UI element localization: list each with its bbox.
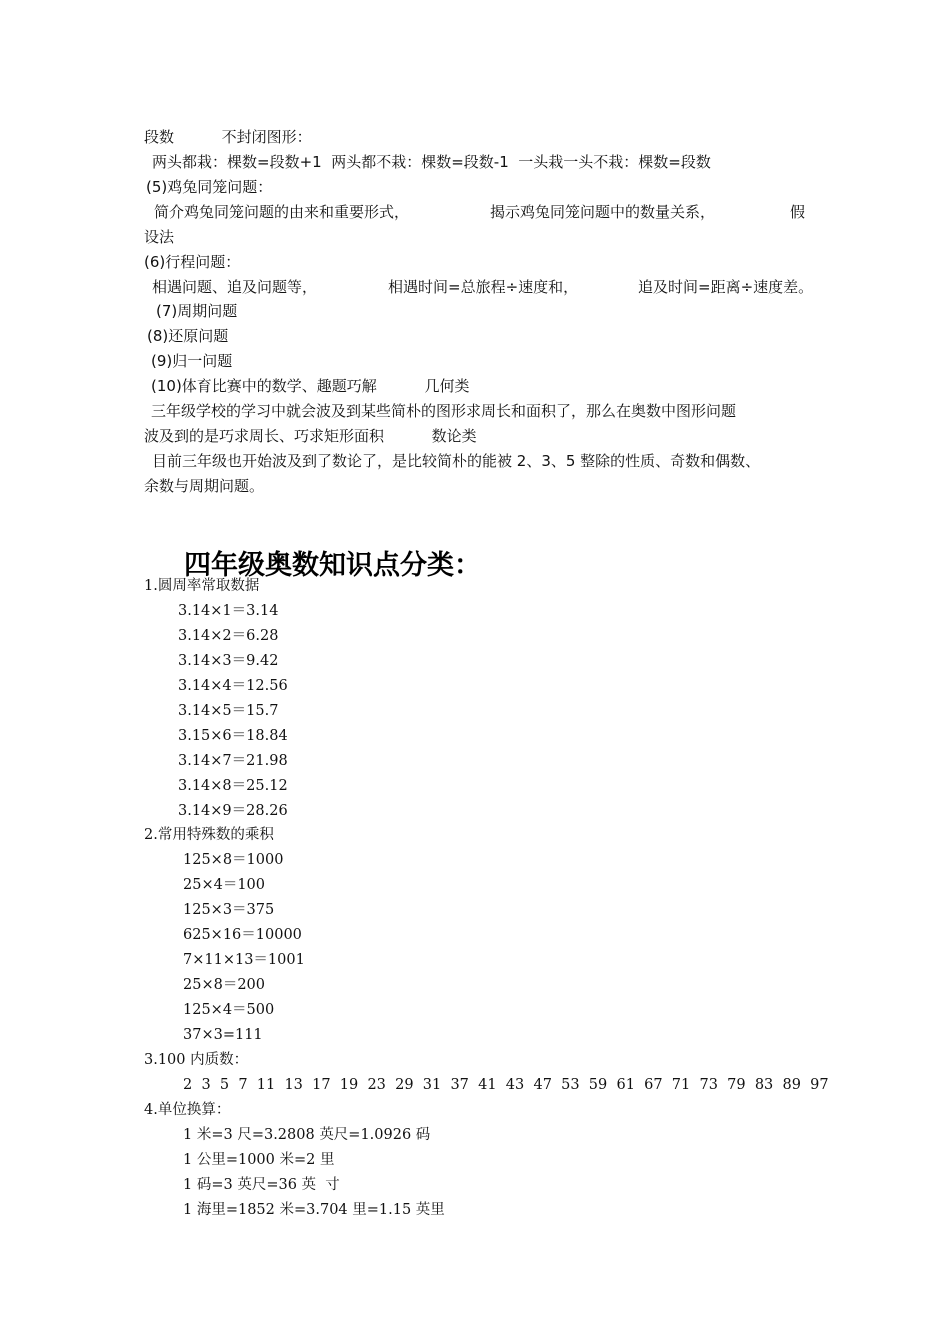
product-row: 37×3=111: [183, 1027, 263, 1043]
pi-row: 3.15×6＝18.84: [178, 728, 288, 744]
item-heading: (8)还原问题: [147, 327, 229, 345]
text-line: 两头都栽：棵数=段数+1 两头都不栽：棵数=段数-1 一头栽一头不栽：棵数=段数: [152, 153, 711, 171]
section-heading: 4.单位换算：: [144, 1102, 231, 1118]
prime-list: 2 3 5 7 11 13 17 19 23 29 31 37 41 43 47 53 59 61 67 71 73 79 83 89 97: [183, 1077, 829, 1093]
pi-row: 3.14×1＝3.14: [178, 603, 279, 619]
text-line: 余数与周期问题。: [144, 477, 265, 495]
item-heading: (5)鸡兔同笼问题：: [146, 178, 273, 196]
text-line: 相遇时间=总旅程÷速度和，: [388, 278, 579, 296]
product-row: 625×16＝10000: [183, 927, 302, 943]
pi-row: 3.14×5＝15.7: [178, 703, 279, 719]
product-row: 125×4＝500: [183, 1002, 275, 1018]
text-line: 波及到的是巧求周长、巧求矩形面积 数论类: [144, 427, 477, 445]
unit-row: 1 码=3 英尺=36 英 寸: [183, 1177, 340, 1193]
product-row: 25×4＝100: [183, 877, 266, 893]
product-row: 25×8＝200: [183, 977, 266, 993]
pi-row: 3.14×7＝21.98: [178, 753, 288, 769]
text-line: 目前三年级也开始波及到了数论了，是比较简朴的能被 2、3、5 整除的性质、奇数和偶数、: [152, 452, 761, 470]
item-heading: (9)归一问题: [151, 352, 233, 370]
pi-row: 3.14×2＝6.28: [178, 628, 279, 644]
text-line: 三年级学校的学习中就会波及到某些简朴的图形求周长和面积了，那么在奥数中图形问题: [151, 402, 737, 420]
product-row: 7×11×13＝1001: [183, 952, 305, 968]
product-row: 125×3＝375: [183, 902, 275, 918]
text-line: 相遇问题、追及问题等，: [152, 278, 318, 296]
text-line: 揭示鸡兔同笼问题中的数量关系，: [490, 203, 716, 221]
section-heading: 3.100 内质数：: [144, 1052, 249, 1068]
text-line: 设法: [144, 228, 175, 246]
pi-row: 3.14×8＝25.12: [178, 778, 288, 794]
unit-row: 1 米=3 尺=3.2808 英尺=1.0926 码: [183, 1127, 431, 1143]
pi-row: 3.14×4＝12.56: [178, 678, 288, 694]
pi-row: 3.14×9＝28.26: [178, 803, 288, 819]
page-title: 四年级奥数知识点分类：: [184, 550, 481, 582]
text-line: 假: [790, 203, 806, 221]
pi-row: 3.14×3＝9.42: [178, 653, 279, 669]
text-line: 追及时间=距离÷速度差。: [638, 278, 814, 296]
text-line: 段数 不封闭图形：: [144, 128, 312, 146]
unit-row: 1 海里=1852 米=3.704 里=1.15 英里: [183, 1202, 445, 1218]
item-heading: (7)周期问题: [156, 302, 238, 320]
unit-row: 1 公里=1000 米=2 里: [183, 1152, 335, 1168]
item-heading: (10)体育比赛中的数学、趣题巧解 几何类: [151, 377, 470, 395]
text-line: 简介鸡兔同笼问题的由来和重要形式，: [154, 203, 410, 221]
section-heading: 1.圆周率常取数据: [144, 578, 260, 594]
section-heading: 2.常用特殊数的乘积: [144, 827, 274, 843]
product-row: 125×8＝1000: [183, 852, 284, 868]
item-heading: (6)行程问题：: [144, 253, 241, 271]
